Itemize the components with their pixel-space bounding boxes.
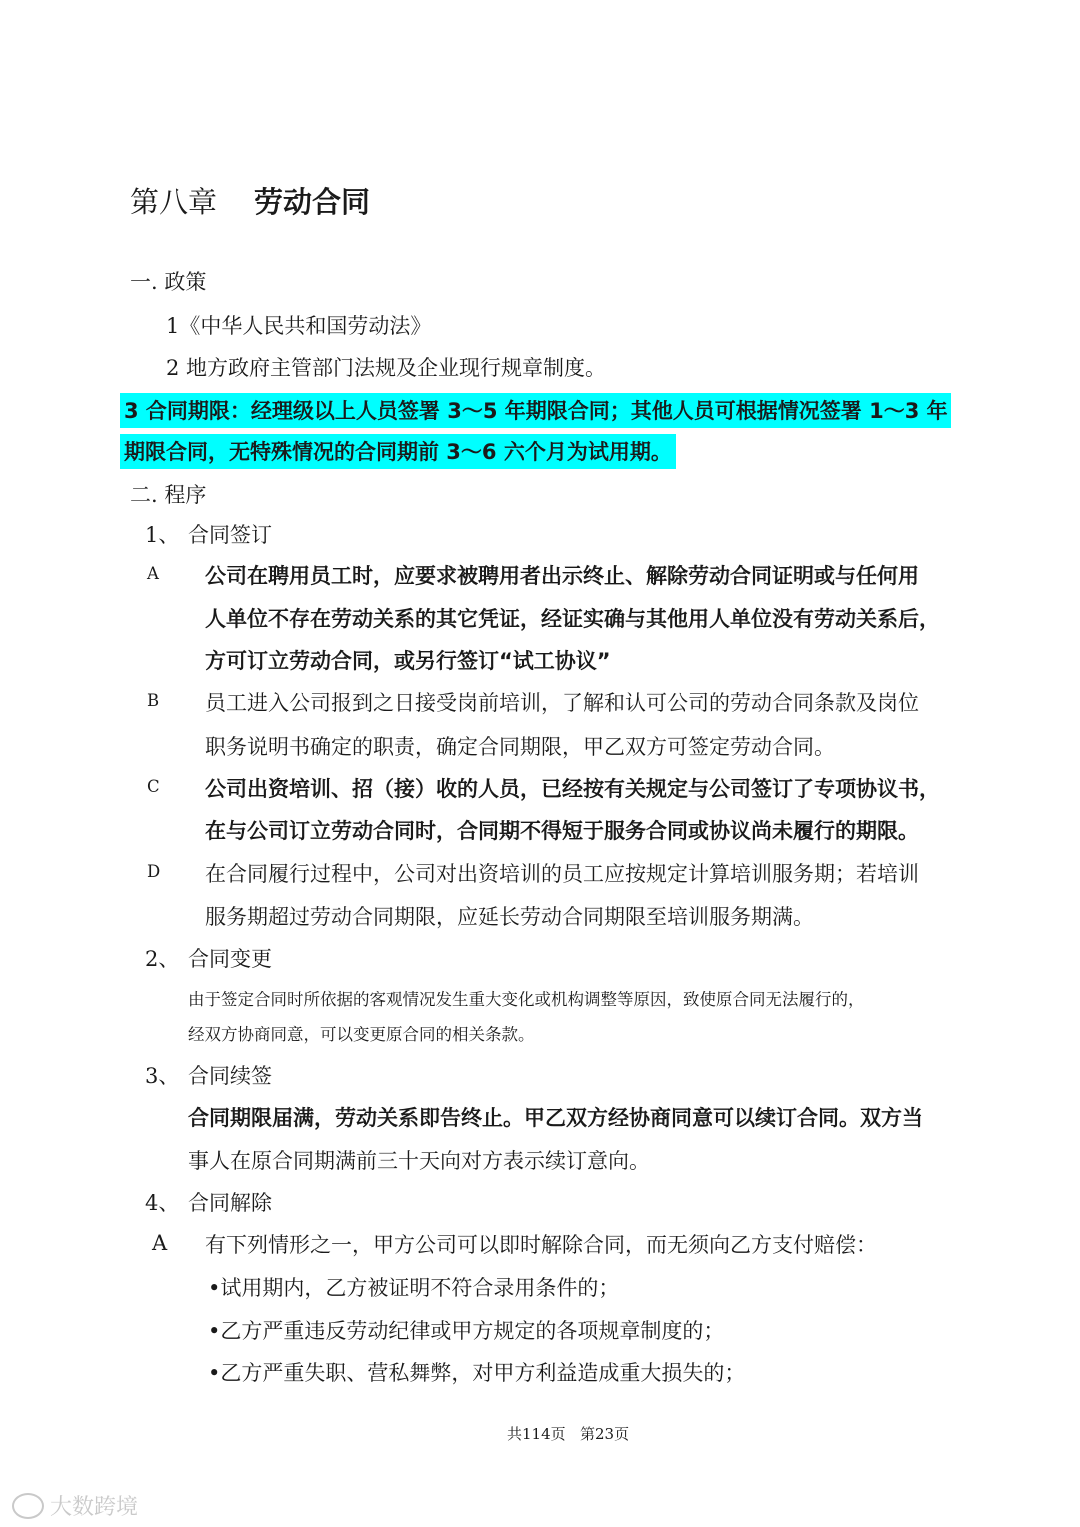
page-total: 共114页 [507,1425,566,1443]
watermark [12,1490,138,1521]
item-A-letter: A [147,564,159,583]
item-B-line: 员工进入公司报到之日接受岗前培训，了解和认可公司的劳动合同条款及岗位 [205,691,919,715]
bullet-item: •试用期内，乙方被证明不符合录用条件的； [208,1276,620,1300]
policy-item-3-line-1: 3 合同期限：经理级以上人员签署 3～5 年期限合同；其他人员可根据情况签署 1～3 年 [120,393,951,428]
bullet-item: •乙方严重违反劳动纪律或甲方规定的各项规章制度的； [208,1319,725,1343]
section-2-title: 合同变更 [188,947,272,971]
policy-heading: 一. 政策 [130,270,207,294]
item-D-line: 在合同履行过程中，公司对出资培训的员工应按规定计算培训服务期；若培训 [205,862,919,886]
chapter-number: 第八章 [130,185,218,219]
chapter-title: 劳动合同 [254,185,371,219]
item-A-line: 人单位不存在劳动关系的其它凭证，经证实确与其他用人单位没有劳动关系后， [205,607,940,631]
policy-item-2: 2 地方政府主管部门法规及企业现行规章制度。 [166,356,607,380]
item-A-line: 公司在聘用员工时，应要求被聘用者出示终止、解除劳动合同证明或与任何用 [205,564,919,588]
item-C-letter: C [147,777,160,796]
section-4-A-letter: A [152,1231,168,1255]
item-C-line: 公司出资培训、招（接）收的人员，已经按有关规定与公司签订了专项协议书， [205,777,940,801]
item-A-line: 方可订立劳动合同，或另行签订“试工协议” [205,649,611,673]
section-2-line: 经双方协商同意，可以变更原合同的相关条款。 [188,1025,535,1044]
section-3-title: 合同续签 [188,1064,272,1088]
section-2-line: 由于签定合同时所依据的客观情况发生重大变化或机构调整等原因，致使原合同无法履行的， [188,990,865,1009]
section-4-number: 4、 [145,1191,180,1215]
section-2-number: 2、 [145,947,180,971]
page-current: 第23页 [580,1425,630,1443]
item-B-letter: B [147,691,160,710]
bullet-item: •乙方严重失职、营私舞弊，对甲方利益造成重大损失的； [208,1361,746,1385]
section-3-number: 3、 [145,1064,180,1088]
procedure-heading: 二. 程序 [130,483,207,507]
section-1-number: 1、 [145,523,180,547]
section-3-line: 事人在原合同期满前三十天向对方表示续订意向。 [188,1149,650,1173]
policy-item-1: 1《中华人民共和国劳动法》 [166,314,432,338]
section-4-title: 合同解除 [188,1191,272,1215]
item-D-line: 服务期超过劳动合同期限，应延长劳动合同期限至培训服务期满。 [205,905,814,929]
section-4-A-intro: 有下列情形之一，甲方公司可以即时解除合同，而无须向乙方支付赔偿： [205,1233,877,1257]
watermark-logo-icon [12,1493,44,1519]
item-B-line: 职务说明书确定的职责，确定合同期限，甲乙双方可签定劳动合同。 [205,735,835,759]
section-1-title: 合同签订 [188,523,272,547]
section-3-line: 合同期限届满，劳动关系即告终止。甲乙双方经协商同意可以续订合同。双方当 [188,1106,923,1130]
watermark-text: 大数跨境 [50,1495,139,1520]
policy-item-3-line-2: 期限合同，无特殊情况的合同期前 3～6 六个月为试用期。 [120,434,676,469]
item-C-line: 在与公司订立劳动合同时，合同期不得短于服务合同或协议尚未履行的期限。 [205,819,919,843]
item-D-letter: D [147,862,161,881]
